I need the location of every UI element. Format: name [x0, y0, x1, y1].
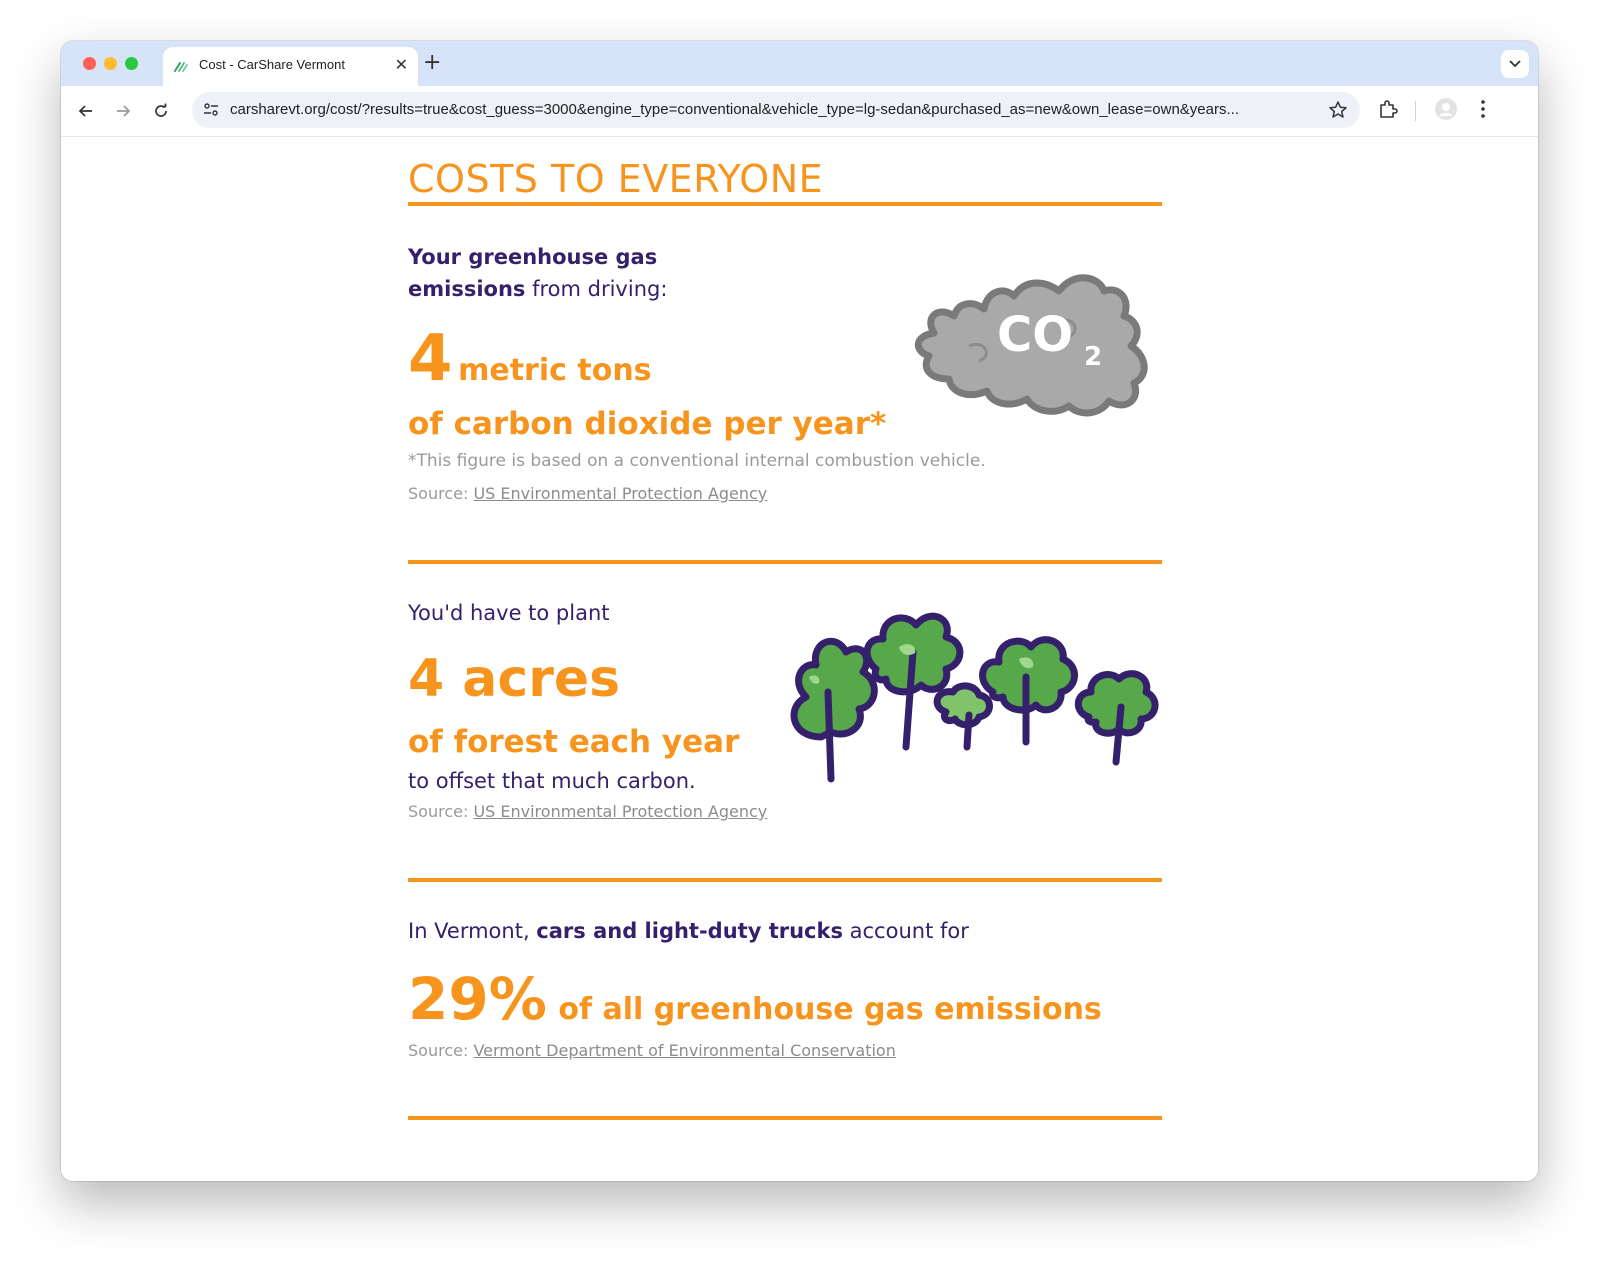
bookmark-star-icon[interactable] — [1328, 100, 1348, 120]
emissions-lead-bold: Your greenhouse gas emissions — [408, 245, 658, 301]
source-label: Source: — [408, 1041, 474, 1060]
tab-title: Cost - CarShare Vermont — [199, 57, 345, 72]
url-text[interactable]: carsharevt.org/cost/?results=true&cost_guess=3000&engine_type=conventional&vehicle_type=lg-sedan&purchased_as=new&own_lease=own&years... — [230, 101, 1239, 118]
site-info-icon[interactable] — [201, 100, 221, 120]
co2-cloud-icon — [909, 261, 1165, 417]
vermont-detail: of all greenhouse gas emissions — [558, 992, 1102, 1027]
arrow-right-icon — [115, 103, 131, 119]
emissions-value: 4 — [408, 322, 453, 396]
minimize-window-button[interactable] — [104, 57, 117, 70]
extensions-puzzle-icon[interactable] — [1377, 98, 1399, 120]
vermont-stat — [408, 965, 1162, 1033]
forest-detail: of forest each year — [408, 724, 740, 760]
tab-close-icon[interactable]: ✕ — [394, 55, 408, 74]
section-divider — [408, 560, 1162, 564]
forest-lead: You'd have to plant — [408, 601, 610, 625]
forward-button[interactable] — [110, 98, 136, 124]
vermont-lead — [408, 915, 1162, 947]
reload-button[interactable] — [148, 98, 174, 124]
source-label: Source: — [408, 802, 474, 821]
vermont-lead-post: account for — [842, 919, 969, 943]
new-tab-icon[interactable]: + — [423, 50, 442, 75]
co2-subscript: 2 — [1084, 342, 1103, 372]
close-window-button[interactable] — [83, 57, 96, 70]
tab-search-button[interactable] — [1501, 50, 1529, 78]
page-content — [61, 137, 1538, 1181]
vt-dec-source-link[interactable]: Vermont Department of Environmental Conservation — [473, 1041, 896, 1060]
reload-icon — [153, 103, 169, 119]
browser-window — [61, 41, 1538, 1181]
chevron-down-icon — [1509, 60, 1521, 68]
section-divider — [408, 878, 1162, 882]
zoom-window-button[interactable] — [125, 57, 138, 70]
vermont-value: 29% — [408, 965, 547, 1033]
epa-source-link[interactable]: US Environmental Protection Agency — [473, 802, 768, 821]
forest-trees-icon — [781, 597, 1165, 787]
title-underline — [408, 202, 1162, 206]
tab-active[interactable] — [163, 47, 418, 86]
emissions-unit: metric tons — [458, 353, 652, 388]
co2-text: CO — [997, 307, 1074, 363]
more-menu-icon[interactable] — [1477, 98, 1489, 120]
section-title: COSTS TO EVERYONE — [408, 157, 824, 201]
emissions-detail: of carbon dioxide per year* — [408, 406, 887, 442]
profile-avatar-icon[interactable] — [1434, 97, 1458, 121]
vermont-lead-bold: cars and light-duty trucks — [536, 919, 843, 943]
emissions-lead — [408, 241, 698, 305]
address-bar[interactable] — [192, 92, 1360, 128]
forest-followup: to offset that much carbon. — [408, 769, 696, 793]
emissions-footnote: *This figure is based on a conventional internal combustion vehicle. — [408, 451, 986, 471]
carshare-favicon-icon — [173, 60, 189, 73]
emissions-source — [408, 484, 1162, 503]
toolbar-divider — [1415, 101, 1416, 121]
browser-toolbar — [61, 86, 1538, 137]
epa-source-link[interactable]: US Environmental Protection Agency — [473, 484, 768, 503]
forest-source — [408, 802, 1162, 821]
section-divider — [408, 1116, 1162, 1120]
emissions-lead-rest: from driving: — [525, 277, 668, 301]
tab-strip — [61, 41, 1538, 86]
source-label: Source: — [408, 484, 474, 503]
back-button[interactable] — [73, 98, 99, 124]
arrow-left-icon — [78, 103, 94, 119]
forest-value: 4 acres — [408, 649, 621, 709]
vermont-lead-pre: In Vermont, — [408, 919, 537, 943]
vermont-source — [408, 1041, 1162, 1060]
